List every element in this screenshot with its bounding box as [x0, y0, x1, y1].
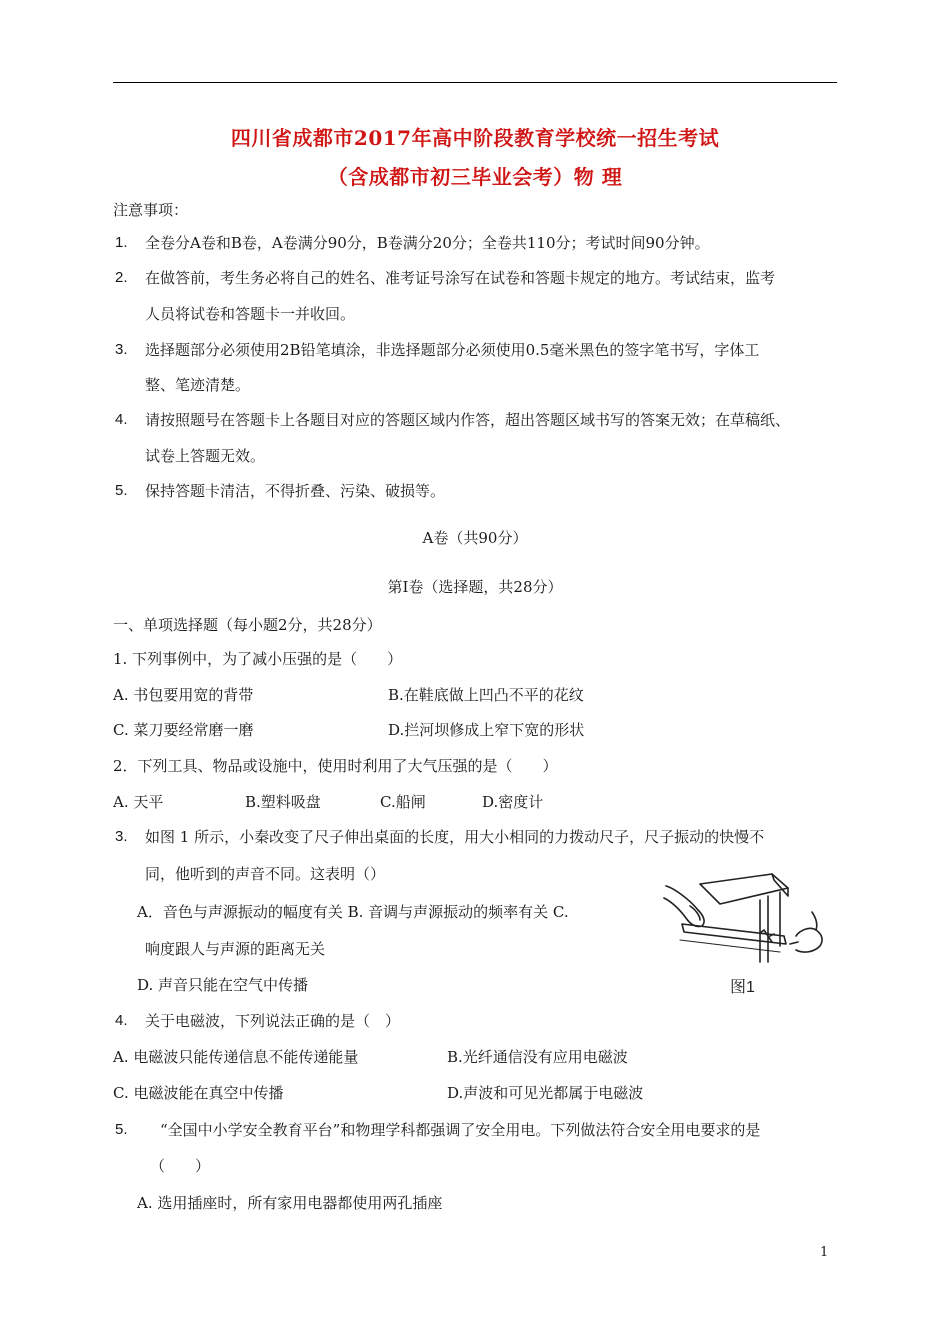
notice-heading: 注意事项： — [113, 201, 189, 219]
left-hand-shape — [664, 886, 704, 927]
question-2-option-d: D.密度计 — [482, 793, 544, 811]
right-hand-shape — [796, 928, 822, 952]
section-a-heading: A卷（共90分） — [422, 529, 528, 547]
header-rule — [113, 82, 837, 83]
left-hand-finger-shape — [690, 906, 700, 920]
question-4-stem: 关于电磁波，下列说法正确的是（ ） — [145, 1012, 401, 1030]
exam-title: 四川省成都市2017年高中阶段教育学校统一招生考试 — [230, 126, 720, 150]
notice-item-text: 全卷分A卷和B卷，A卷满分90分，B卷满分20分；全卷共110分；考试时间90分钟。 — [145, 234, 710, 252]
notice-item-text: 保持答题卡清洁，不得折叠、污染、破损等。 — [145, 482, 446, 500]
question-2-stem: 2．下列工具、物品或设施中，使用时利用了大气压强的是（ ） — [113, 757, 558, 775]
question-5-stem: “全国中小学安全教育平台”和物理学科都强调了安全用电。下列做法符合安全用电要求的是 — [160, 1121, 761, 1139]
part-one-heading: 第Ⅰ卷（选择题，共28分） — [387, 578, 563, 596]
question-3-option-c: 响度跟人与声源的距离无关 — [145, 940, 326, 958]
question-3-option-d: D. 声音只能在空气中传播 — [137, 976, 309, 994]
ruler-vibration-figure — [660, 866, 832, 998]
question-2-option-b: B.塑料吸盘 — [245, 793, 321, 811]
notice-item-text: 试卷上答题无效。 — [145, 447, 266, 465]
group-one-heading: 一、单项选择题（每小题2分，共28分） — [113, 616, 382, 634]
question-2-option-a: A. 天平 — [113, 793, 164, 811]
question-4-number: 4. — [115, 1012, 128, 1029]
right-hand-finger-shape — [790, 942, 798, 944]
notice-item-text: 人员将试卷和答题卡一并收回。 — [145, 305, 356, 323]
notice-number: 4. — [115, 411, 128, 428]
question-1-stem: 1. 下列事例中，为了减小压强的是（ ） — [113, 650, 403, 668]
question-2-option-c: C.船闸 — [380, 793, 426, 811]
right-hand-finger-shape — [812, 912, 817, 930]
notice-item-text: 整、笔迹清楚。 — [145, 376, 251, 394]
notice-number: 1. — [115, 234, 128, 251]
question-4-option-d: D.声波和可见光都属于电磁波 — [447, 1084, 644, 1102]
figure-label: 图1 — [730, 979, 755, 996]
question-3-number: 3. — [115, 828, 128, 845]
notice-number: 2. — [115, 269, 128, 286]
notice-number: 5. — [115, 482, 128, 499]
question-5-option-a: A. 选用插座时，所有家用电器都使用两孔插座 — [137, 1194, 443, 1212]
question-1-option-b: B.在鞋底做上凹凸不平的花纹 — [388, 686, 584, 704]
notice-number: 3. — [115, 341, 128, 358]
notice-item-text: 请按照题号在答题卡上各题目对应的答题区域内作答，超出答题区域书写的答案无效；在草稿纸、 — [145, 411, 791, 429]
question-5-number: 5. — [115, 1121, 128, 1138]
page-number: 1 — [820, 1245, 829, 1260]
exam-subtitle: （含成都市初三毕业会考）物 理 — [327, 165, 623, 189]
question-1-option-a: A. 书包要用宽的背带 — [113, 686, 254, 704]
question-4-option-b: B.光纤通信没有应用电磁波 — [447, 1048, 628, 1066]
question-3-stem-cont: 同，他听到的声音不同。这表明（） — [145, 865, 386, 883]
question-1-option-d: D.拦河坝修成上窄下宽的形状 — [388, 721, 585, 739]
question-5-stem-cont: （ ） — [150, 1157, 211, 1175]
question-1-option-c: C. 菜刀要经常磨一磨 — [113, 721, 254, 739]
notice-item-text: 选择题部分必须使用2B铅笔填涂，非选择题部分必须使用0.5毫米黑色的签字笔书写，字体工 — [145, 341, 760, 359]
question-3-stem: 如图 1 所示，小秦改变了尺子伸出桌面的长度，用大小相同的力拨动尺子，尺子振动的快慢不 — [145, 828, 765, 846]
notice-item-text: 在做答前，考生务必将自己的姓名、准考证号涂写在试卷和答题卡规定的地方。考试结束，监考 — [145, 269, 776, 287]
question-3-options-ab: A．音色与声源振动的幅度有关 B. 音调与声源振动的频率有关 C. — [137, 903, 569, 921]
table-top-shape — [700, 874, 788, 904]
question-4-option-a: A. 电磁波只能传递信息不能传递能量 — [113, 1048, 359, 1066]
question-4-option-c: C. 电磁波能在真空中传播 — [113, 1084, 284, 1102]
